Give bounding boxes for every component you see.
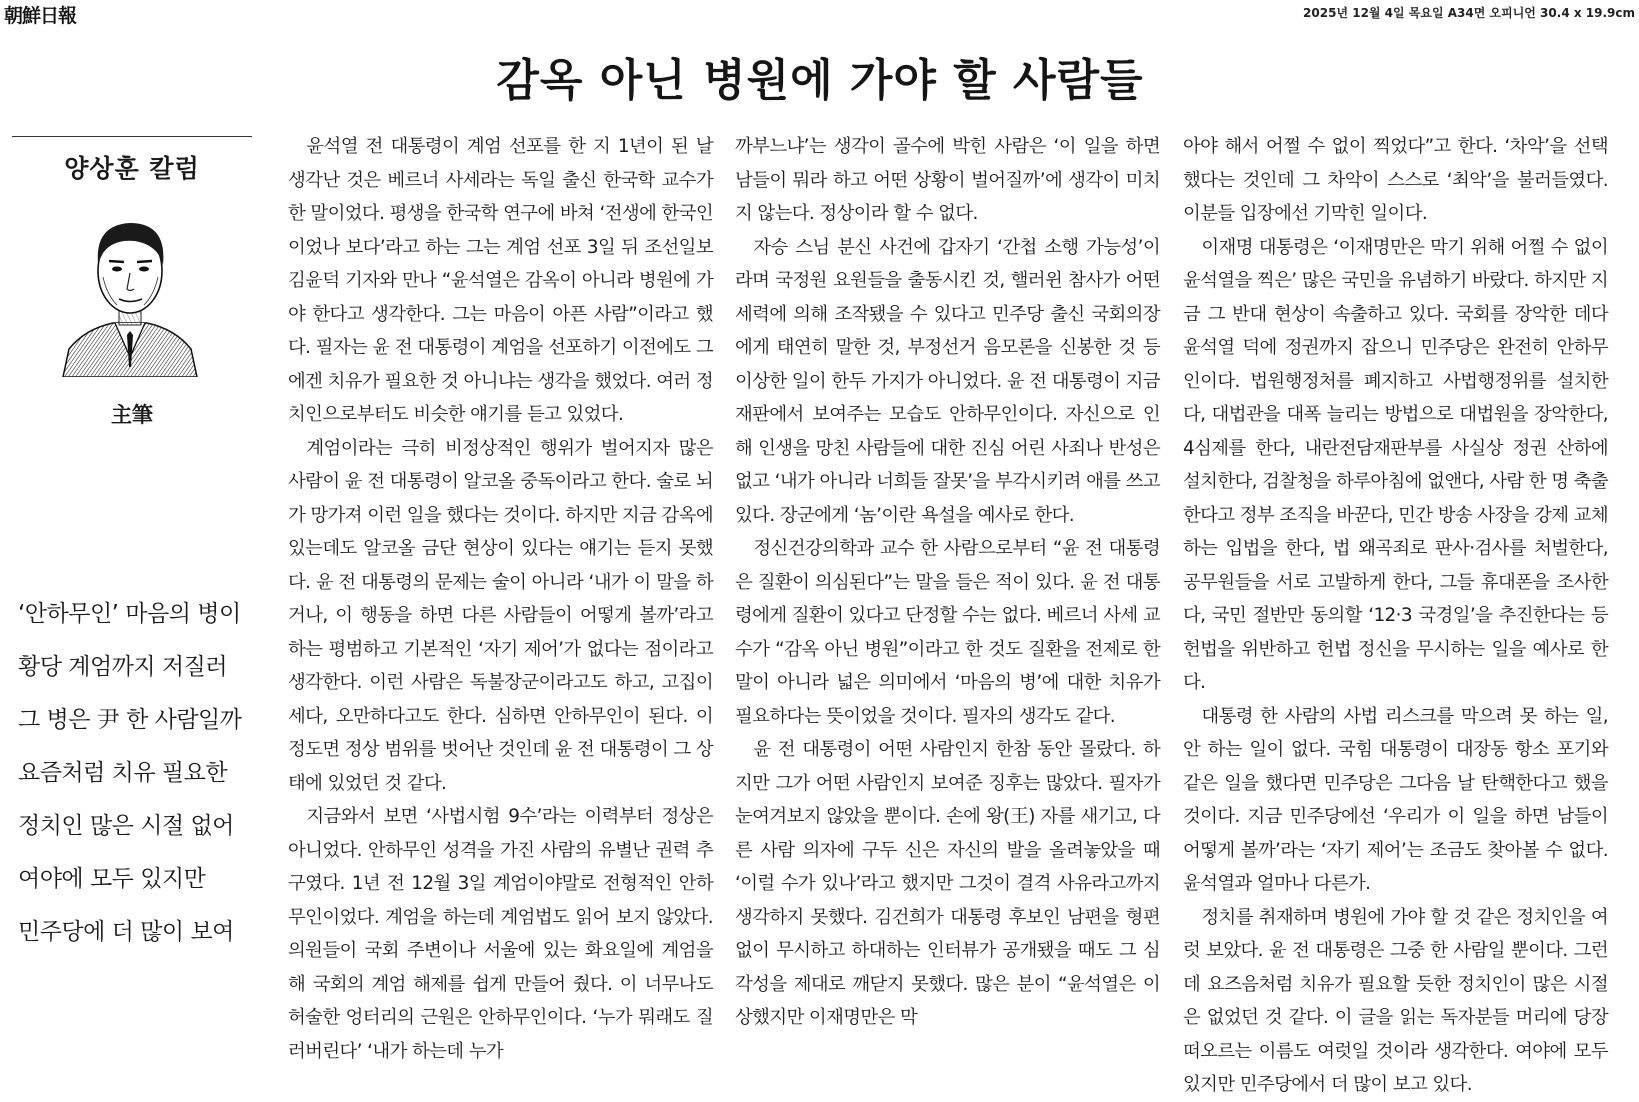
publication-info: 2025년 12월 4일 목요일 A34면 오피니언 30.4 x 19.9cm [1303,6,1635,20]
article-headline: 감옥 아닌 병원에 가야 할 사람들 [496,55,1144,106]
article-column-3 [1183,130,1608,1102]
article-paragraph: 계엄이라는 극히 비정상적인 행위가 벌어지자 많은 사람이 윤 전 대통령이 알코올 중독이라고 한다. 술로 뇌가 망가져 이런 일을 했다는 것이다. 하지만 지금 감옥에 있는데도 알코올 금단 현상이 있다는 얘기는 듣지 못했다. 윤 전 대통령의 문제는 술이 아니라 ‘내가 이 말을 하거나, 이 행동을 하면 다른 사람들이 어떻게 볼까’라고 하는 평범하고 기본적인 ‘자기 제어’가 없다는 점이라고 생각한다. 이런 사람은 독불장군이라고도 하고, 고집이 세다, 오만하다고도 한다. 심하면 안하무인이 된다. 이 정도면 정상 범위를 벗어난 것인데 윤 전 대통령이 그 상태에 있었던 것 같다. [288,437,713,794]
author-role: 主筆 [111,402,153,427]
subheadline-line: 황당 계엄까지 저질러 [18,654,228,680]
masthead [0,0,1639,27]
article-paragraph: 지금와서 보면 ‘사법시험 9수’라는 이력부터 정상은 아니었다. 안하무인 성격을 가진 사람의 유별난 권력 추구였다. 1년 전 12월 3일 계엄이야말로 전형적인 안하무인이었다. 계엄을 하는데 계엄법도 읽어 보지 않았다. 의원들이 국회 주변이나 서울에 있는 화요일에 계엄을 해 국회의 계엄 해제를 쉽게 만들어 줬다. 이 너무나도 허술한 엉터리의 근원은 안하무인이다. ‘누가 뭐래도 질러버린다’ ‘내가 하는데 누가 [288,806,713,1062]
column-sidebar [12,136,252,429]
newspaper-logo: 朝鮮日報 [4,5,77,27]
subheadline-line: ‘안하무인’ 마음의 병이 [18,601,241,627]
article-column-1 [288,130,713,1068]
article-paragraph: 윤 전 대통령이 어떤 사람인지 한참 동안 몰랐다. 하지만 그가 어떤 사람인지 보여준 징후는 많았다. 필자가 눈여겨보지 않았을 뿐이다. 손에 왕(王) 자를 새기고, 다른 사람 의자에 구두 신은 자신의 발을 올려놓았을 때 ‘이럴 수가 있나’라고 했지만 그것이 결격 사유라고까지 생각하지 못했다. 김건희가 대통령 후보인 남편을 형편없이 무시하고 하대하는 인터뷰가 공개됐을 때도 그 심각성을 제대로 깨닫지 못했다. 많은 분이 “윤석열은 이상했지만 이재명만은 막 [735,739,1160,1028]
subheadline-line: 여야에 모두 있지만 [18,866,206,892]
article-paragraph: 아야 해서 어쩔 수 없이 찍었다”고 한다. ‘차악’을 선택했다는 것인데 그 차악이 스스로 ‘최악’을 불러들였다. 이분들 입장에선 기막힌 일이다. [1183,136,1608,224]
article-paragraph: 대통령 한 사람의 사법 리스크를 막으려 못 하는 일, 안 하는 일이 없다. 국힘 대통령이 대장동 항소 포기와 같은 일을 했다면 민주당은 그다음 날 탄핵한다고 했을 것이다. 지금 민주당에선 ‘우리가 이 일을 하면 남들이 어떻게 볼까’라는 ‘자기 제어’는 조금도 찾아볼 수 없다. 윤석열과 얼마나 다른가. [1183,705,1608,894]
article-paragraph: 까부느냐’는 생각이 골수에 박힌 사람은 ‘이 일을 하면 남들이 뭐라 하고 어떤 상황이 벌어질까’에 생각이 미치지 않는다. 정상이라 할 수 없다. [735,136,1160,224]
article-paragraph: 이재명 대통령은 ‘이재명만은 막기 위해 어쩔 수 없이 윤석열을 찍은’ 많은 국민을 유념하기 바랐다. 하지만 지금 그 반대 현상이 속출하고 있다. 국회를 장악한 데다 윤석열 덕에 정권까지 잡으니 민주당은 완전히 안하무인이다. 법원행정처를 폐지하고 사법행정위를 설치한다, 대법관을 대폭 늘리는 방법으로 대법원을 장악한다, 4심제를 한다, 내란전담재판부를 사실상 정권 산하에 설치한다, 검찰청을 하루아침에 없앤다, 사람 한 명 축출한다고 정부 조직을 바꾼다, 민간 방송 사장을 강제 교체하는 입법을 한다, 법 왜곡죄로 판사·검사를 처벌한다, 공무원들을 서로 고발하게 한다, 그들 휴대폰을 조사한다, 국민 절반만 동의할 ‘12·3 국경일’을 추진한다는 등 헌법을 위반하고 헌법 정신을 무시하는 일을 예사로 한다. [1183,236,1608,693]
subheadline-line: 민주당에 더 많이 보여 [18,919,234,945]
column-name: 양상훈 칼럼 [64,154,200,183]
article-paragraph: 자승 스님 분신 사건에 갑자기 ‘간첩 소행 가능성’이라며 국정원 요원들을 출동시킨 것, 핼러윈 참사가 어떤 세력에 의해 조작됐을 수 있다고 민주당 출신 국회의장에게 태연히 말한 것, 부정선거 음모론을 신봉한 것 등 이상한 일이 한두 가지가 아니었다. 윤 전 대통령이 지금 재판에서 보여주는 모습도 안하무인이다. 자신으로 인해 인생을 망친 사람들에 대한 진심 어린 사죄나 반성은 없고 ‘내가 아니라 너희들 잘못’을 부각시키려 애를 쓰고 있다. 장군에게 ‘놈’이란 욕설을 예사로 한다. [735,236,1160,526]
article-paragraph: 정치를 취재하며 병원에 가야 할 것 같은 정치인을 여럿 보았다. 윤 전 대통령은 그중 한 사람일 뿐이다. 그런데 요즈음처럼 치유가 필요할 듯한 정치인이 많은 시절은 없었던 것 같다. 이 글을 읽는 독자분들 머리에 당장 떠오르는 이름도 여럿일 것이라 생각한다. 여야에 모두 있지만 민주당에서 더 많이 보고 있다. [1183,906,1608,1095]
subheadline-line: 요즘처럼 치유 필요한 [18,760,228,786]
article-paragraph: 정신건강의학과 교수 한 사람으로부터 “윤 전 대통령은 질환이 의심된다”는 말을 들은 적이 있다. 윤 전 대통령에게 질환이 있다고 단정할 수는 없다. 베르너 사세 교수가 “감옥 아닌 병원”이라고 한 것도 질환을 전제로 한 말이 아니라 넓은 의미에서 ‘마음의 병’에 대한 치유가 필요하다는 뜻이었을 것이다. 필자의 생각도 같다. [735,538,1160,727]
article-column-2 [735,130,1160,1035]
subheadline-list [18,588,258,959]
subheadline-line: 그 병은 尹 한 사람일까 [18,707,242,733]
sidebar-rule [12,136,252,137]
subheadline-line: 정치인 많은 시절 없어 [18,813,234,839]
author-portrait [55,207,205,377]
article-paragraph: 윤석열 전 대통령이 계엄 선포를 한 지 1년이 된 날 생각난 것은 베르너 사세라는 독일 출신 한국학 교수가 한 말이었다. 평생을 한국학 연구에 바쳐 ‘전생에 한국인이었나 보다’라고 하는 그는 계엄 선포 3일 뒤 조선일보 김윤덕 기자와 만나 “윤석열은 감옥이 아니라 병원에 가야 한다고 생각한다. 그는 마음이 아픈 사람”이라고 했다. 필자는 윤 전 대통령이 계엄을 선포하기 이전에도 그에겐 치유가 필요한 것 아니냐는 생각을 했었다. 여러 정치인으로부터도 비슷한 얘기를 듣고 있었다. [288,136,713,425]
